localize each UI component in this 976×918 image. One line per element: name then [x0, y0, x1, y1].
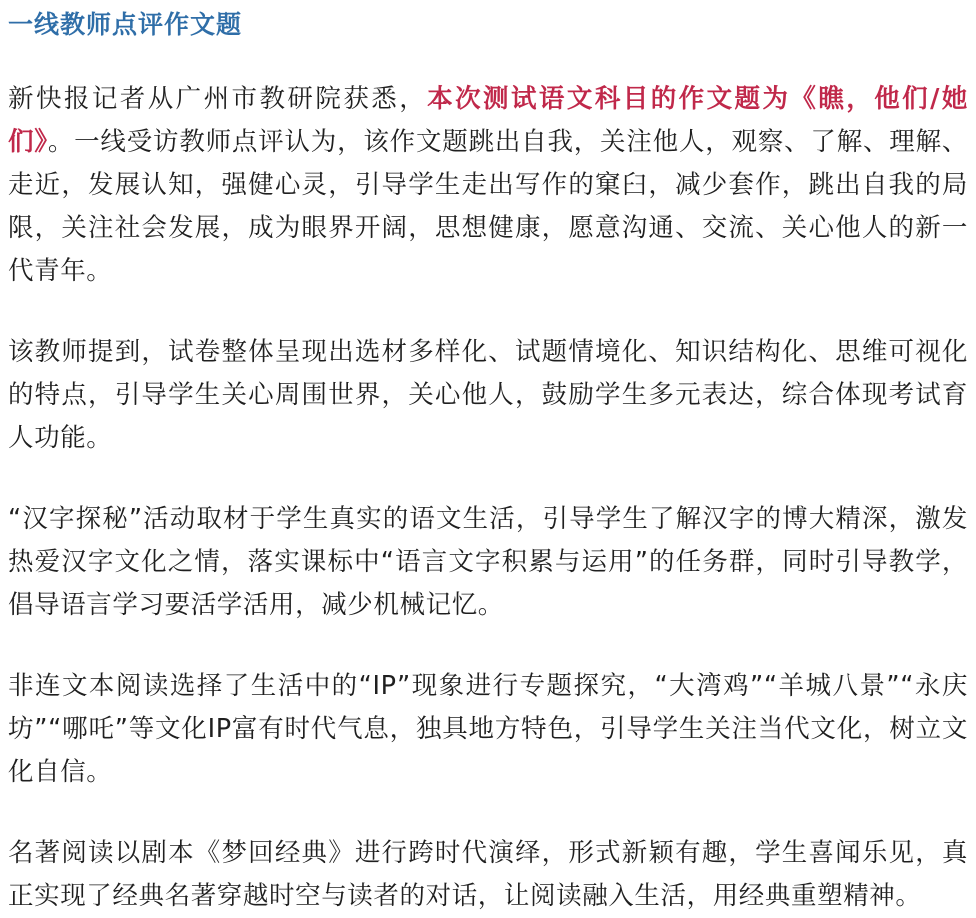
paragraph-exam-features: 该教师提到，试卷整体呈现出选材多样化、试题情境化、知识结构化、思维可视化的特点，引导学生关心周围世界，关心他人，鼓励学生多元表达，综合体现考试育人功能。: [8, 337, 968, 453]
paragraph-intro-rest: 。一线受访教师点评认为，该作文题跳出自我，关注他人，观察、了解、理解、走近，发展认知，强健心灵，引导学生走出写作的窠臼，减少套作，跳出自我的局限，关注社会发展，成为眼界开阔，思想健康，愿意沟通、交流、关心他人的新一代青年。: [8, 127, 968, 286]
paragraph-hanzi-activity: “汉字探秘”活动取材于学生真实的语文生活，引导学生了解汉字的博大精深，激发热爱汉字文化之情，落实课标中“语言文字积累与运用”的任务群，同时引导教学，倡导语言学习要活学活用，减少机械记忆。: [8, 504, 968, 620]
paragraph-intro: [8, 78, 968, 293]
essay-topic-highlight: 本次测试语文科目的作文题为《瞧，他们/她们》: [8, 84, 968, 157]
paragraph-ip-reading: 非连文本阅读选择了生活中的“IP”现象进行专题探究，“大湾鸡”“羊城八景”“永庆坊”“哪吒”等文化IP富有时代气息，独具地方特色，引导学生关注当代文化，树立文化自信。: [8, 671, 968, 787]
section-title: 一线教师点评作文题: [8, 10, 243, 39]
paragraph-classics-reading: 名著阅读以剧本《梦回经典》进行跨时代演绎，形式新颖有趣，学生喜闻乐见，真正实现了经典名著穿越时空与读者的对话，让阅读融入生活，用经典重塑精神。: [8, 838, 968, 911]
paragraph-intro-lead: 新快报记者从广州市教研院获悉，: [8, 84, 428, 114]
